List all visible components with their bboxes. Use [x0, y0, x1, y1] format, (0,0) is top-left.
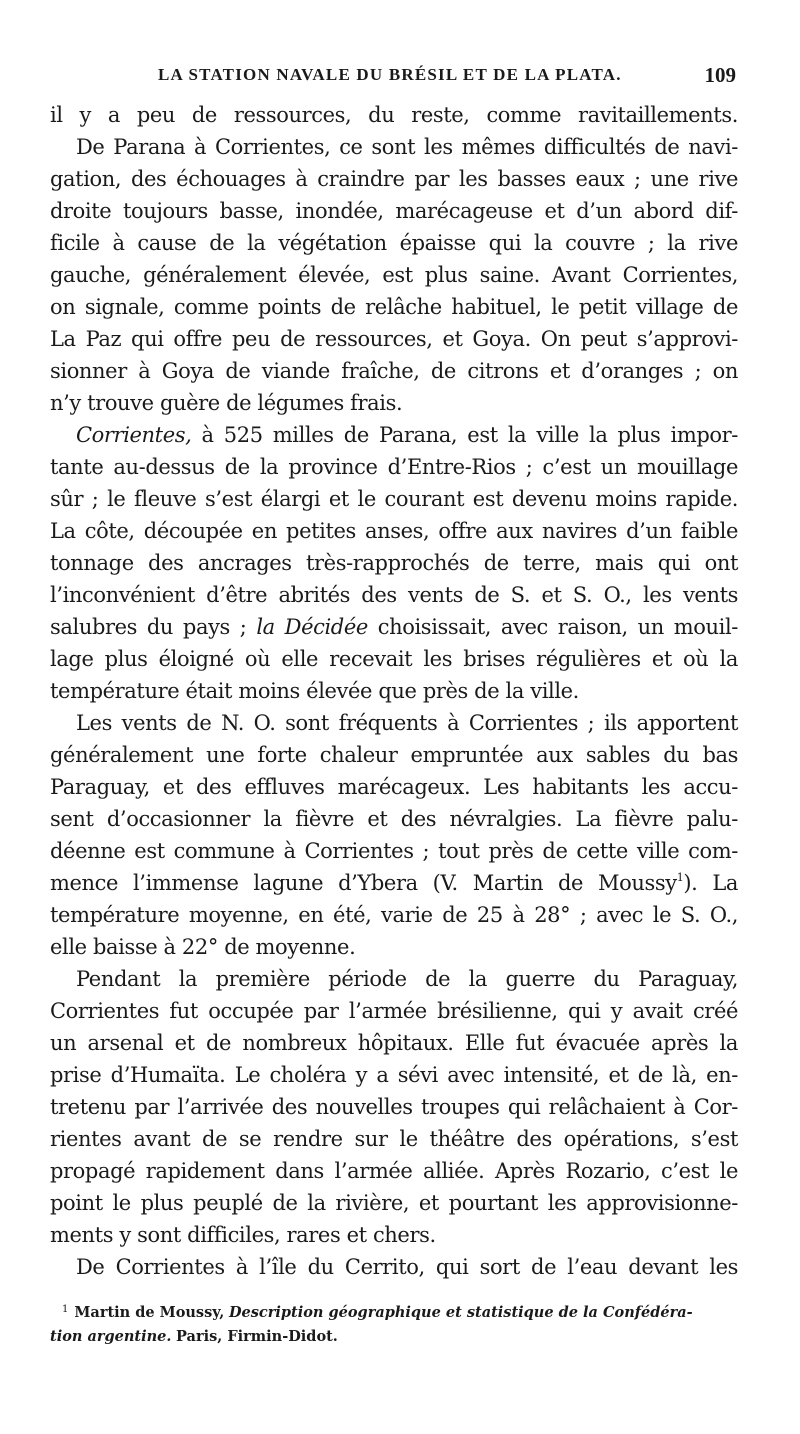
text-line: La Paz qui offre peu de ressources, et Goya. On peut s’approvi-: [50, 327, 738, 351]
text-line: n’y trouve guère de légumes frais.: [50, 391, 403, 415]
footnote-publisher: Paris, Firmin-Didot.: [176, 1328, 338, 1345]
text-line: Pendant la première période de la guerre du Paraguay,: [76, 967, 738, 991]
text-line: Corrientes fut occupée par l’armée brésilienne, qui y avait créé: [50, 999, 738, 1023]
text-line: ments y sont difficiles, rares et chers.: [50, 1223, 436, 1247]
text-line: on signale, comme points de relâche habituel, le petit village de: [50, 295, 738, 319]
text-line: [50, 867, 738, 899]
text-line: La côte, découpée en petites anses, offre aux navires d’un faible: [50, 519, 738, 543]
footnote: [50, 1298, 738, 1349]
text-line: elle baisse à 22° de moyenne.: [50, 935, 356, 959]
text-line: sent d’occasionner la fièvre et des névralgies. La fièvre palu-: [50, 807, 738, 831]
text-line: gation, des échouages à craindre par les basses eaux ; une rive: [50, 167, 738, 191]
text-line: sionner à Goya de viande fraîche, de citrons et d’oranges ; on: [50, 359, 738, 383]
text-line: tonnage des ancrages très-rapprochés de terre, mais qui ont: [50, 551, 738, 575]
text-line: point le plus peuplé de la rivière, et pourtant les approvisionne-: [50, 1191, 738, 1215]
footnote-title: Description géographique et statistique de la Confédéra-: [228, 1304, 693, 1321]
footnote-author: Martin de Moussy,: [74, 1304, 225, 1321]
page-number: 109: [704, 63, 736, 87]
page-header: [50, 63, 738, 93]
text-fragment: mence l’immense lagune d’Ybera (V. Martin de Moussy: [50, 871, 677, 895]
footnote-mark: 1: [62, 1304, 69, 1315]
footnote-line: [50, 1325, 738, 1349]
text-line: ficile à cause de la végétation épaisse qui la couvre ; la rive: [50, 231, 738, 255]
text-line: déenne est commune à Corrientes ; tout près de cette ville com-: [50, 839, 738, 863]
text-line: rientes avant de se rendre sur le théâtre des opérations, s’est: [50, 1127, 738, 1151]
text-line: température moyenne, en été, varie de 25 à 28° ; avec le S. O.,: [50, 903, 738, 927]
running-head: LA STATION NAVALE DU BRÉSIL ET DE LA PLATA.: [158, 65, 622, 84]
text-line: Paraguay, et des effluves marécageux. Les habitants les accu-: [50, 775, 738, 799]
text-line: lage plus éloigné où elle recevait les brises régulières et où la: [50, 647, 738, 671]
text-line: tretenu par l’arrivée des nouvelles troupes qui relâchaient à Cor-: [50, 1095, 738, 1119]
text-line: [50, 419, 738, 451]
text-line: [50, 611, 738, 643]
text-line: sûr ; le fleuve s’est élargi et le courant est devenu moins rapide.: [50, 487, 738, 511]
text-line: droite toujours basse, inondée, marécageuse et d’un abord dif-: [50, 199, 738, 223]
text-line: l’inconvénient d’être abrités des vents de S. et S. O., les vents: [50, 583, 738, 607]
text-fragment: choisissait, avec raison, un mouil-: [377, 615, 738, 639]
text-line: De Corrientes à l’île du Cerrito, qui sort de l’eau devant les: [76, 1255, 738, 1279]
text-line: tante au-dessus de la province d’Entre-Rios ; c’est un mouillage: [50, 455, 738, 479]
italic-place-name: Corrientes,: [76, 423, 192, 447]
footnote-line: [50, 1298, 738, 1325]
text-fragment: ). La: [683, 871, 738, 895]
text-line: prise d’Humaïta. Le choléra y a sévi avec intensité, et de là, en-: [50, 1063, 738, 1087]
text-fragment: salubres du pays ;: [50, 615, 247, 639]
footnote-reference[interactable]: 1: [676, 871, 684, 884]
text-line: température était moins élevée que près de la ville.: [50, 679, 579, 703]
text-fragment: à 525 milles de Parana, est la ville la plus impor-: [201, 423, 738, 447]
text-line: généralement une forte chaleur empruntée aux sables du bas: [50, 743, 738, 767]
text-line: un arsenal et de nombreux hôpitaux. Elle fut évacuée après la: [50, 1031, 738, 1055]
footnote-title-cont: tion argentine.: [50, 1328, 172, 1345]
body-text: [50, 97, 738, 1283]
text-line: De Parana à Corrientes, ce sont les mêmes difficultés de navi-: [76, 135, 738, 159]
text-line: propagé rapidement dans l’armée alliée. Après Rozario, c’est le: [50, 1159, 738, 1183]
italic-ship-name: la Décidée: [256, 615, 368, 639]
text-line: il y a peu de ressources, du reste, comme ravitaillements.: [50, 103, 738, 127]
text-line: gauche, généralement élevée, est plus saine. Avant Corrientes,: [50, 263, 738, 287]
text-line: Les vents de N. O. sont fréquents à Corrientes ; ils apportent: [76, 711, 738, 735]
